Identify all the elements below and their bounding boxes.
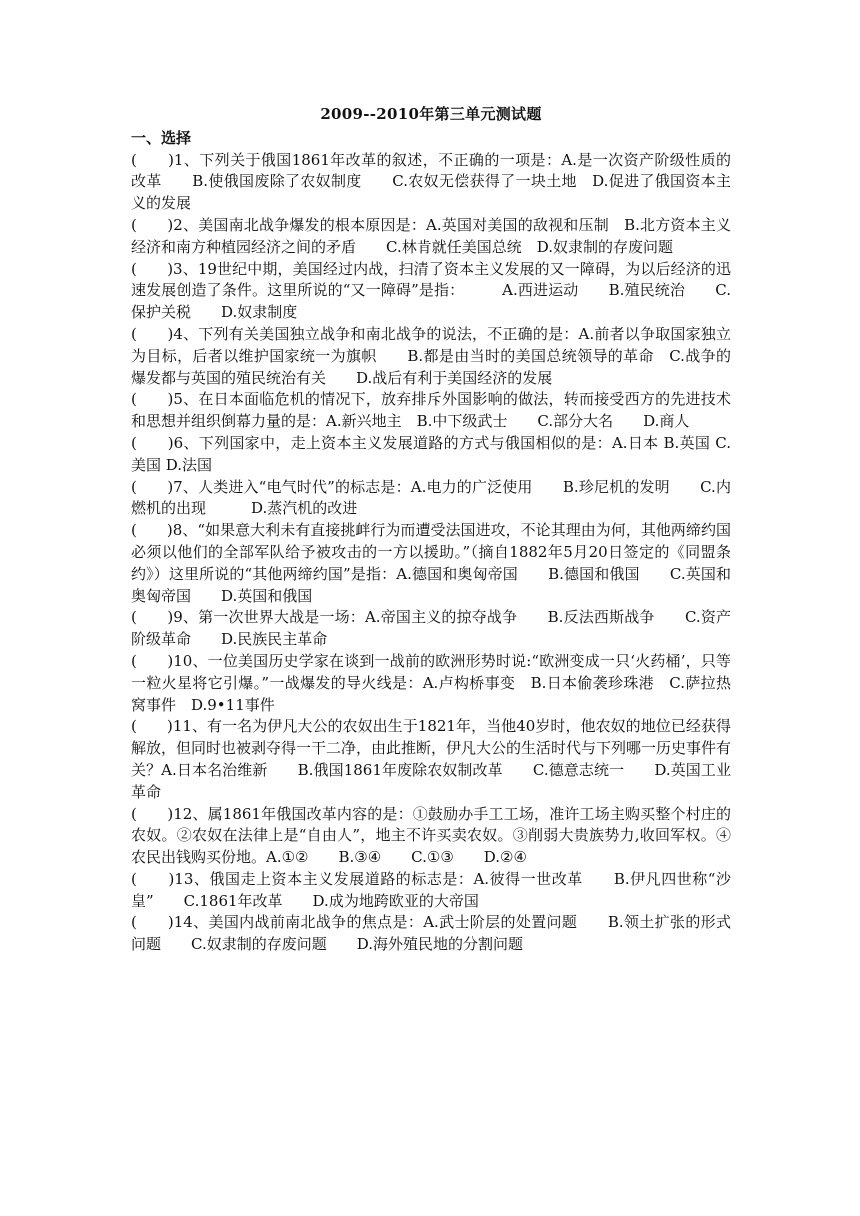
question-13: ( )13、俄国走上资本主义发展道路的标志是：A.彼得一世改革 B.伊凡四世称“沙皇” C.1861年改革 D.成为地跨欧亚的大帝国	[131, 869, 731, 910]
question-11: ( )11、有一名为伊凡大公的农奴出生于1821年，当他40岁时，他农奴的地位已经获得解放，但同时也被剥夺得一干二净，由此推断，伊凡大公的生活时代与下列哪一历史事件有关？A.日本名治维新 B.俄国1861年废除农奴制改革 C.德意志统一 D.英国工业革命	[131, 717, 732, 801]
question-5: ( )5、在日本面临危机的情况下，放弃排斥外国影响的做法，转而接受西方的先进技术和思想并组织倒幕力量的是：A.新兴地主 B.中下级武士 C.部分大名 D.商人	[131, 390, 731, 431]
question-4: ( )4、下列有关美国独立战争和南北战争的说法，不正确的是：A.前者以争取国家独立为目标，后者以维护国家统一为旗帜 B.都是由当时的美国总统领导的革命 C.战争的爆发都与英国的殖民统治有关 D.战后有利于美国经济的发展	[131, 324, 731, 387]
question-14: ( )14、美国内战前南北战争的焦点是：A.武士阶层的处置问题 B.领土扩张的形式问题 C.奴隶制的存废问题 D.海外殖民地的分割问题	[131, 913, 731, 954]
question-1: ( )1、下列关于俄国1861年改革的叙述，不正确的一项是：A.是一次资产阶级性质的改革 B.使俄国废除了农奴制度 C.农奴无偿获得了一块土地 D.促进了俄国资本主义的发展	[131, 150, 731, 213]
question-8: ( )8、“如果意大利未有直接挑衅行为而遭受法国进攻，不论其理由为何，其他两缔约国必须以他们的全部军队给予被攻击的一方以援助。”（摘自1882年5月20日签定的《同盟条约》）这里所说的“其他两缔约国”是指：A.德国和奥匈帝国 B.德国和俄国 C.英国和奥匈帝国 D.英国和俄国	[131, 521, 731, 605]
page-title: 2009--2010年第三单元测试题	[320, 105, 542, 123]
question-3: ( )3、19世纪中期，美国经过内战，扫清了资本主义发展的又一障碍，为以后经济的迅速发展创造了条件。这里所说的“又一障碍”是指： A.西进运动 B.殖民统治 C.保护关税 D.奴隶制度	[131, 259, 731, 322]
question-6: ( )6、下列国家中，走上资本主义发展道路的方式与俄国相似的是：A.日本 B.英国 C.美国 D.法国	[131, 433, 731, 474]
question-7: ( )7、人类进入“电气时代”的标志是：A.电力的广泛使用 B.珍尼机的发明 C.内燃机的出现 D.蒸汽机的改进	[131, 477, 731, 518]
question-10: ( )10、一位美国历史学家在谈到一战前的欧洲形势时说:“欧洲变成一只‘火药桶’，只等一粒火星将它引爆。”一战爆发的导火线是：A.卢构桥事变 B.日本偷袭珍珠港 C.萨拉热窝事件 D.9•11事件	[131, 651, 731, 714]
question-2: ( )2、美国南北战争爆发的根本原因是：A.英国对美国的敌视和压制 B.北方资本主义经济和南方种植园经济之间的矛盾 C.林肯就任美国总统 D.奴隶制的存废问题	[131, 215, 731, 256]
section-heading: 一、选择	[131, 128, 192, 147]
document-page	[131, 104, 731, 956]
question-9: ( )9、第一次世界大战是一场：A.帝国主义的掠夺战争 B.反法西斯战争 C.资产阶级革命 D.民族民主革命	[131, 608, 731, 649]
question-12: ( )12、属1861年俄国改革内容的是：①鼓励办手工工场，准许工场主购买整个村庄的农奴。②农奴在法律上是“自由人”，地主不许买卖农奴。③削弱大贵族势力,收回军权。④农民出钱购买份地。A.①② B.③④ C.①③ D.②④	[131, 804, 731, 867]
